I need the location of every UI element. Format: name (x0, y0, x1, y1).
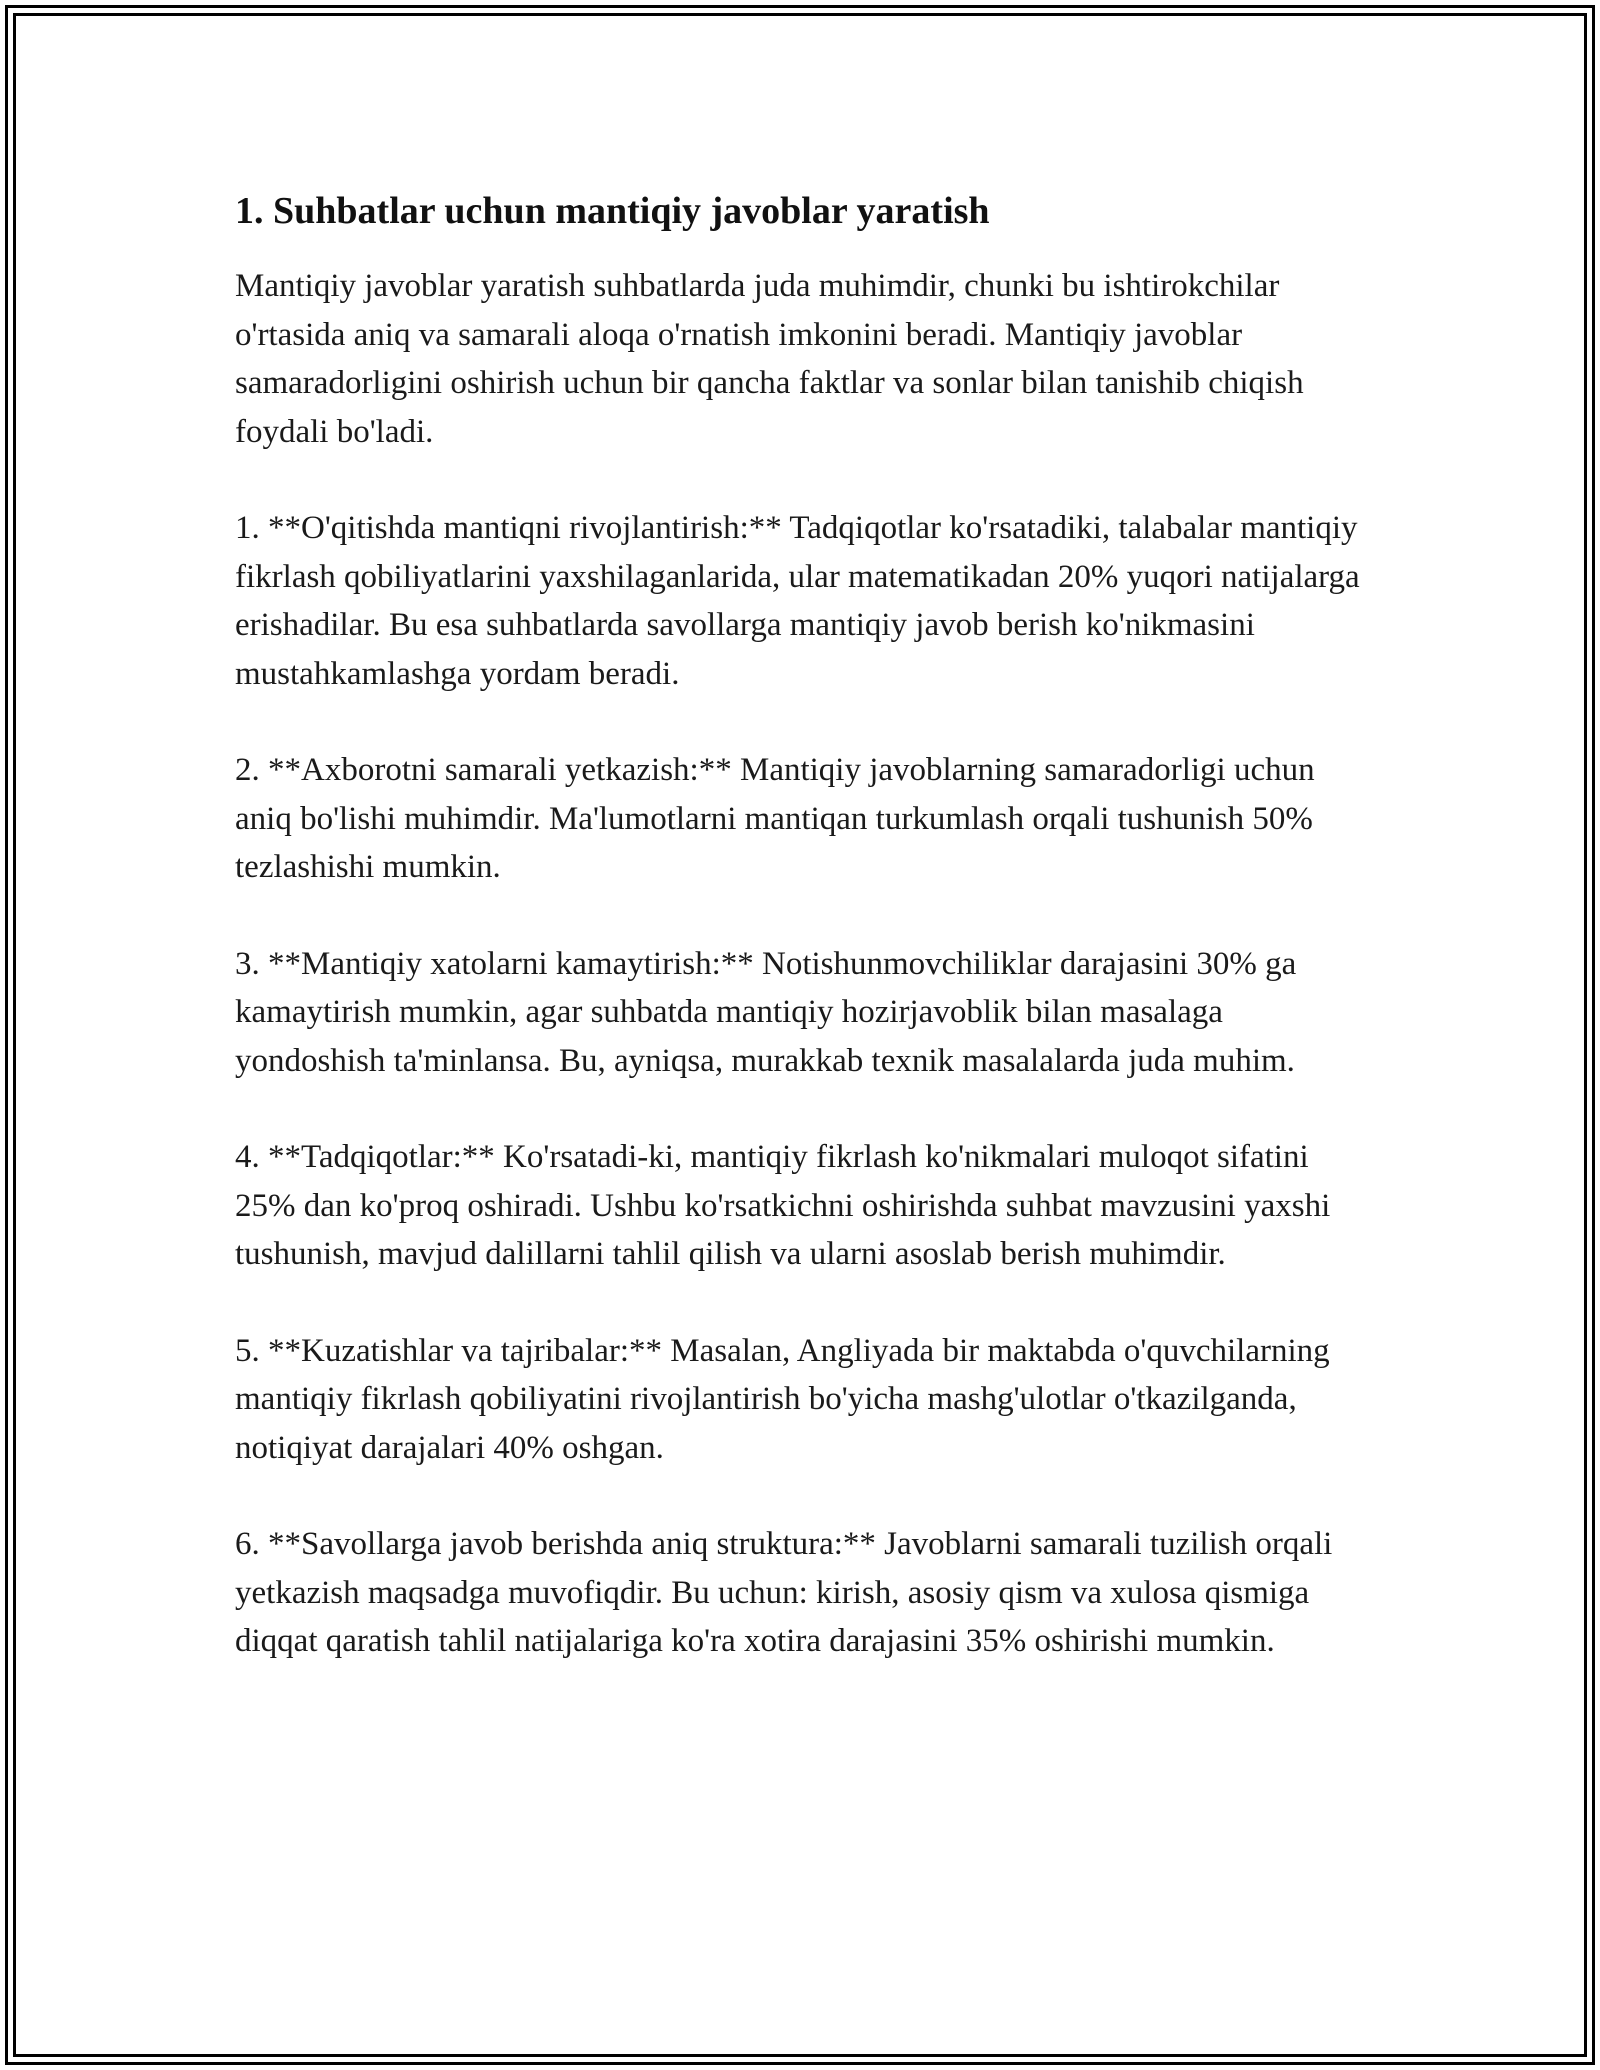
document-body (235, 186, 1375, 1714)
point-5-paragraph: 5. **Kuzatishlar va tajribalar:** Masalan, Angliyada bir maktabda o'quvchilarning mantiqiy fikrlash qobiliyatini rivojlantirish bo'yicha mashg'ulotlar o'tkazilganda, notiqiyat darajalari 40% oshgan. (235, 1332, 1330, 1466)
point-1-paragraph: 1. **O'qitishda mantiqni rivojlantirish:** Tadqiqotlar ko'rsatadiki, talabalar mantiqiy fikrlash qobiliyatlarini yaxshilaganlarida, ular matematikadan 20% yuqori natijalarga erishadilar. Bu esa suhbatlarda savollarga mantiqiy javob berish ko'nikmasini mustahkamlashga yordam beradi. (235, 510, 1360, 692)
section-heading: 1. Suhbatlar uchun mantiqiy javoblar yaratish (235, 190, 990, 232)
point-2-paragraph: 2. **Axborotni samarali yetkazish:** Mantiqiy javoblarning samaradorligi uchun aniq bo'lishi muhimdir. Ma'lumotlarni mantiqan turkumlash orqali tushunish 50% tezlashishi mumkin. (235, 752, 1315, 885)
point-6-paragraph: 6. **Savollarga javob berishda aniq struktura:** Javoblarni samarali tuzilish orqali yetkazish maqsadga muvofiqdir. Bu uchun: kirish, asosiy qism va xulosa qismiga diqqat qaratish tahlil natijalariga ko'ra xotira darajasini 35% oshirishi mumkin. (235, 1526, 1333, 1659)
point-4-paragraph: 4. **Tadqiqotlar:** Ko'rsatadi-ki, mantiqiy fikrlash ko'nikmalari muloqot sifatini 25% dan ko'proq oshiradi. Ushbu ko'rsatkichni oshirishda suhbat mavzusini yaxshi tushunish, mavjud dalillarni tahlil qilish va ularni asoslab berish muhimdir. (235, 1139, 1331, 1272)
point-3-paragraph: 3. **Mantiqiy xatolarni kamaytirish:** Notishunmovchiliklar darajasini 30% ga kamaytirish mumkin, agar suhbatda mantiqiy hozirjavoblik bilan masalaga yondoshish ta'minlansa. Bu, ayniqsa, murakkab texnik masalalarda juda muhim. (235, 945, 1297, 1079)
intro-paragraph: Mantiqiy javoblar yaratish suhbatlarda juda muhimdir, chunki bu ishtirokchilar o'rtasida aniq va samarali aloqa o'rnatish imkonini beradi. Mantiqiy javoblar samaradorligini oshirish uchun bir qancha faktlar va sonlar bilan tanishib chiqish foydali bo'ladi. (235, 268, 1304, 450)
